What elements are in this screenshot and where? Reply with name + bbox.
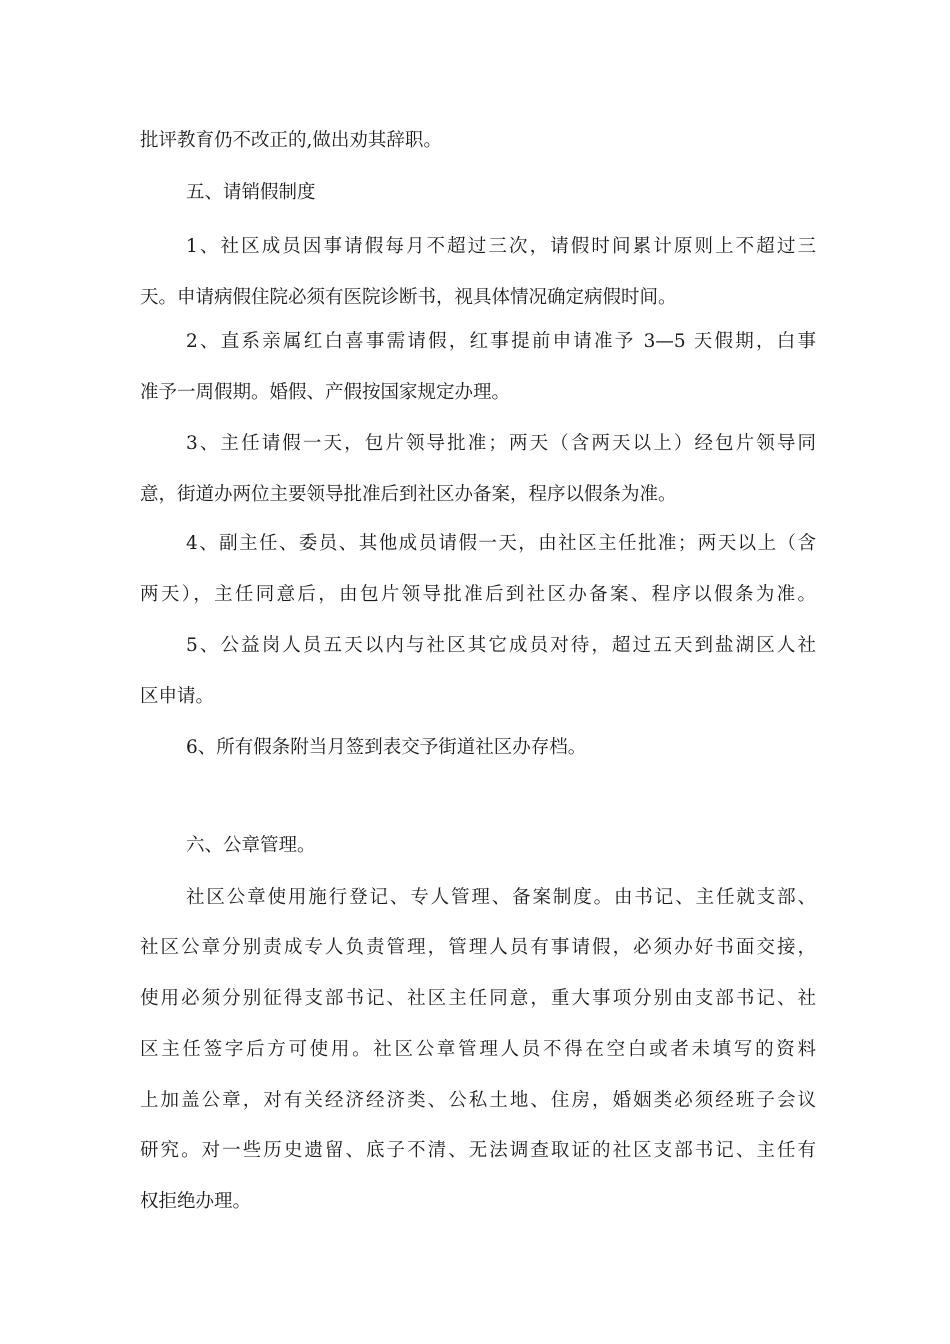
text-line: 4、副主任、委员、其他成员请假一天，由社区主任批准；两天以上（含 xyxy=(186,533,816,554)
text-line: 1、社区成员因事请假每月不超过三次，请假时间累计原则上不超过三 xyxy=(186,236,816,257)
text-line: 使用必须分别征得支部书记、社区主任同意，重大事项分别由支部书记、社 xyxy=(140,988,816,1009)
text-line: 社区公章分别责成专人负责管理，管理人员有事请假，必须办好书面交接， xyxy=(140,937,816,958)
text-line: 上加盖公章，对有关经济经济类、公私土地、住房，婚姻类必须经班子会议 xyxy=(140,1090,816,1111)
text-line: 2、直系亲属红白喜事需请假，红事提前申请准予 3—5 天假期，白事 xyxy=(186,331,816,352)
section-heading: 五、请销假制度 xyxy=(186,182,316,203)
text-line: 5、公益岗人员五天以内与社区其它成员对待，超过五天到盐湖区人社 xyxy=(186,635,816,656)
text-line: 权拒绝办理。 xyxy=(140,1191,252,1212)
text-line: 天。申请病假住院必须有医院诊断书，视具体情况确定病假时间。 xyxy=(140,287,677,308)
text-line: 批评教育仍不改正的,做出劝其辞职。 xyxy=(140,130,442,151)
text-line: 区申请。 xyxy=(140,686,215,707)
text-line: 准予一周假期。婚假、产假按国家规定办理。 xyxy=(140,382,511,403)
text-line: 研究。对一些历史遗留、底子不清、无法调查取证的社区支部书记、主任有 xyxy=(140,1140,816,1161)
text-line: 区主任签字后方可使用。社区公章管理人员不得在空白或者未填写的资料 xyxy=(140,1039,816,1060)
section-heading: 六、公章管理。 xyxy=(186,835,316,856)
text-line: 两天），主任同意后，由包片领导批准后到社区办备案、程序以假条为准。 xyxy=(140,584,816,605)
text-line: 社区公章使用施行登记、专人管理、备案制度。由书记、主任就支部、 xyxy=(186,887,816,908)
text-line: 3、主任请假一天，包片领导批准；两天（含两天以上）经包片领导同 xyxy=(186,433,816,454)
text-line: 意，街道办两位主要领导批准后到社区办备案，程序以假条为准。 xyxy=(140,484,677,505)
text-line: 6、所有假条附当月签到表交予街道社区办存档。 xyxy=(186,737,587,758)
